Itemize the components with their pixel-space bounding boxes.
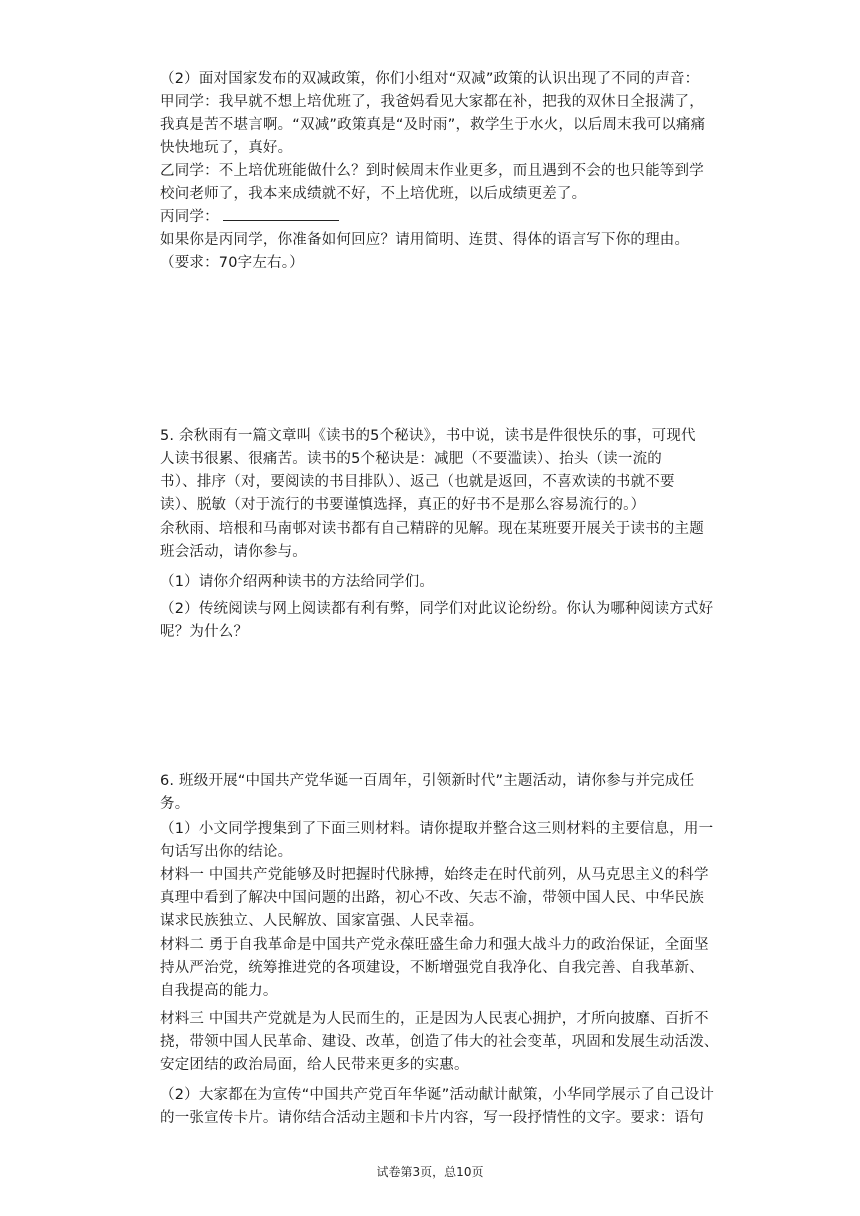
material-1-line-3: 谋求民族独立、人民解放、国家富强、人民幸福。	[160, 913, 484, 929]
page-footer: 试卷第3页，总10页	[376, 1165, 484, 1179]
q4-prompt-line-1: 如果你是丙同学，你准备如何回应？请用简明、连贯、得体的语言写下你的理由。	[160, 232, 690, 248]
q4-part2-line-4: 快快地玩了，真好。	[160, 140, 293, 156]
q5-line-1: 5. 余秋雨有一篇文章叫《读书的5个秘诀》，书中说，读书是件很快乐的事，可现代	[160, 428, 696, 444]
q4-part2-line-3: 我真是苦不堪言啊。“双减”政策真是“及时雨”，救学生于水火，以后周末我可以痛痛	[160, 117, 706, 133]
q5-subq-2-line-1: （2）传统阅读与网上阅读都有利有弊，同学们对此议论纷纷。你认为哪种阅读方式好	[160, 601, 714, 617]
q6-line-1: 6. 班级开展“中国共产党华诞一百周年，引领新时代”主题活动，请你参与并完成任	[160, 773, 695, 789]
answer-blank[interactable]	[223, 206, 339, 221]
material-2-line-3: 自我提高的能力。	[160, 983, 278, 999]
material-3-line-2: 挠，带领中国人民革命、建设、改革，创造了伟大的社会变革，巩固和发展生动活泼、	[160, 1034, 719, 1050]
material-1-line-2: 真理中看到了解决中国问题的出路，初心不改、矢志不渝，带领中国人民、中华民族	[160, 890, 704, 906]
q6-subq-2-line-1: （2）大家都在为宣传“中国共产党百年华诞”活动献计献策，小华同学展示了自己设计	[160, 1087, 715, 1103]
q5-line-6: 班会活动，请你参与。	[160, 544, 307, 560]
q5-line-4: 读）、脱敏（对于流行的书要谨慎选择，真正的好书不是那么容易流行的。）	[160, 497, 646, 513]
q4-part2-line-1: （2）面对国家发布的双减政策，你们小组对“双减”政策的认识出现了不同的声音：	[160, 71, 700, 87]
q5-line-3: 书）、排序（对，要阅读的书目排队）、返己（也就是返回，不喜欢读的书就不要	[160, 474, 675, 490]
q6-line-2: 务。	[160, 796, 190, 812]
q4-prompt-line-2: （要求：70字左右。）	[160, 255, 304, 271]
q6-subq-1-line-1: （1）小文同学搜集到了下面三则材料。请你提取并整合这三则材料的主要信息，用一	[160, 821, 714, 837]
bing-label: 丙同学：	[160, 209, 219, 225]
material-3-line-1: 材料三 中国共产党就是为人民而生的，正是因为人民衷心拥护，才所向披靡、百折不	[160, 1011, 709, 1027]
q5-subq-1: （1）请你介绍两种读书的方法给同学们。	[160, 574, 435, 590]
q5-subq-2-line-2: 呢？为什么？	[160, 624, 249, 640]
q6-subq-2-line-2: 的一张宣传卡片。请你结合活动主题和卡片内容，写一段抒情性的文字。要求：语句	[160, 1110, 704, 1126]
bing-answer-line	[160, 205, 339, 229]
q6-subq-1-line-2: 句话写出你的结论。	[160, 844, 293, 860]
material-1-line-1: 材料一 中国共产党能够及时把握时代脉搏，始终走在时代前列，从马克思主义的科学	[160, 867, 709, 883]
q4-part2-line-5: 乙同学：不上培优班能做什么？到时候周末作业更多，而且遇到不会的也只能等到学	[160, 163, 704, 179]
q4-part2-line-6: 校问老师了，我本来成绩就不好，不上培优班，以后成绩更差了。	[160, 186, 587, 202]
q4-part2-line-2: 甲同学：我早就不想上培优班了，我爸妈看见大家都在补，把我的双休日全报满了，	[160, 94, 704, 110]
material-2-line-1: 材料二 勇于自我革命是中国共产党永葆旺盛生命力和强大战斗力的政治保证，全面坚	[160, 937, 709, 953]
q5-line-5: 余秋雨、培根和马南邨对读书都有自己精辟的见解。现在某班要开展关于读书的主题	[160, 521, 704, 537]
material-2-line-2: 持从严治党，统筹推进党的各项建设，不断增强党自我净化、自我完善、自我革新、	[160, 960, 704, 976]
material-3-line-3: 安定团结的政治局面，给人民带来更多的实惠。	[160, 1057, 469, 1073]
q5-line-2: 人读书很累、很痛苦。读书的5个秘诀是：减肥（不要滥读）、抬头（读一流的	[160, 451, 662, 467]
